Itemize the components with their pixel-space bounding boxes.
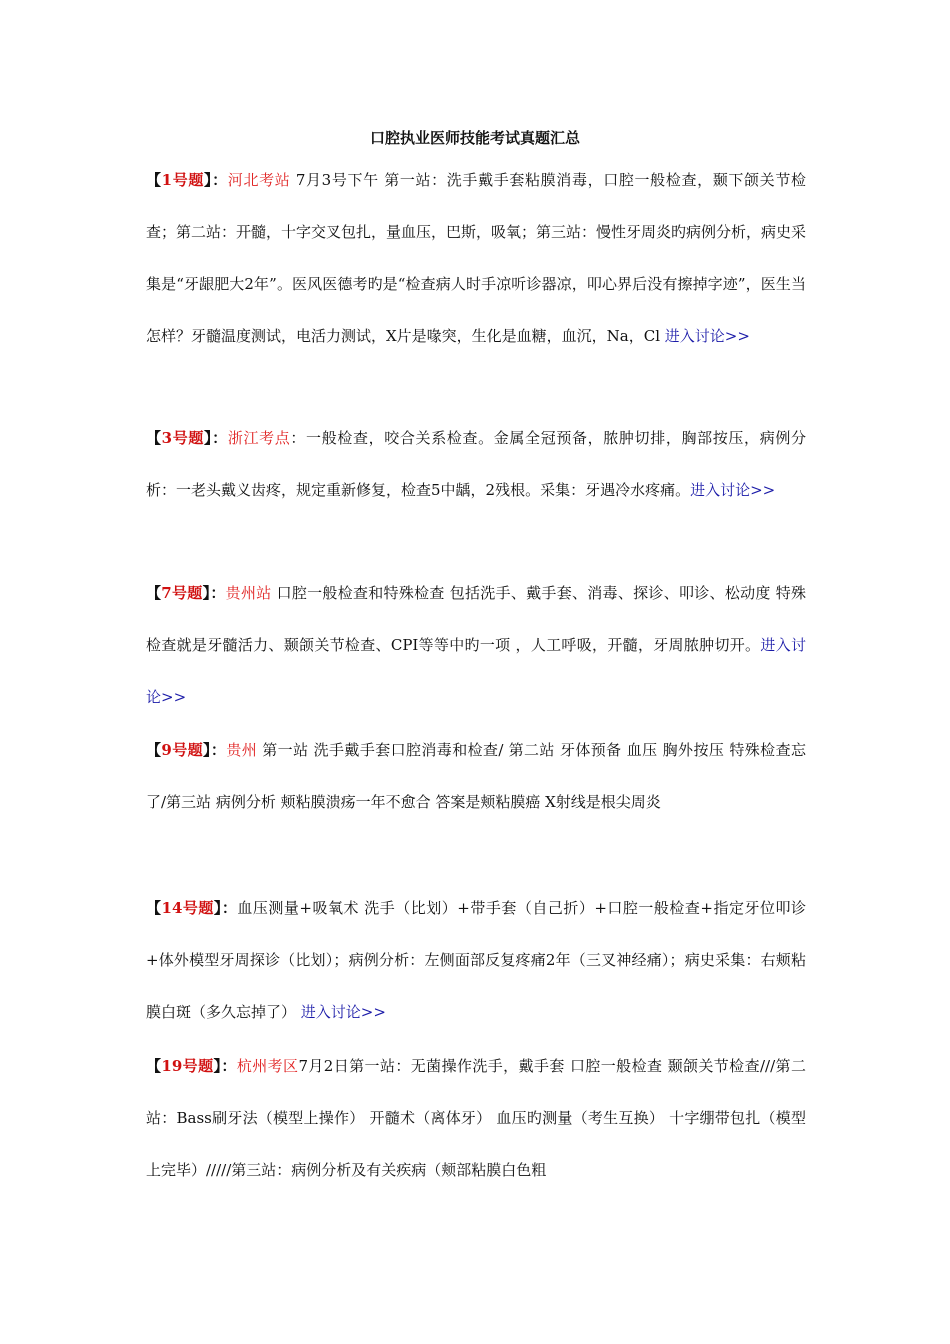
bracket-close: 】： [204,171,228,189]
item-number: 7号题 [161,584,203,602]
item-number: 19号题 [161,1057,214,1075]
exam-item-3 [146,412,806,516]
bracket-open: 【 [146,899,162,917]
exam-item-7 [146,567,806,723]
item-text: 血压测量+吸氧术 洗手（比划）+带手套（自己折）+口腔一般检查+指定牙位叩诊+体外模型牙周探诊（比划）；病例分析：左侧面部反复疼痛2年（三叉神经痛）；病史采集：右颊粘膜白斑（多久忘掉了） [146,899,807,1021]
bracket-open: 【 [146,1057,162,1075]
discussion-link[interactable]: 进入讨论>> [146,636,806,706]
discussion-link[interactable]: 进入讨论>> [664,327,750,345]
item-number: 14号题 [161,899,214,917]
discussion-link[interactable]: 进入讨论>> [300,1003,386,1021]
item-text: 第一站 洗手戴手套口腔消毒和检查/ 第二站 牙体预备 血压 胸外按压 特殊检查忘了/第三站 病例分析 颊粘膜溃疡一年不愈合 答案是颊粘膜癌 X射线是根尖周炎 [146,741,806,811]
exam-item-1 [146,154,806,362]
item-location: 浙江考点 [227,429,291,447]
item-number: 3号题 [161,429,205,447]
document-title: 口腔执业医师技能考试真题汇总 [369,129,580,147]
item-location: 河北考站 [227,171,291,189]
bracket-close: 】： [202,584,226,602]
item-text: 7月3号下午 第一站：洗手戴手套粘膜消毒，口腔一般检查，颞下颌关节检查；第二站：开髓，十字交叉包扎，量血压，巴斯，吸氧；第三站：慢性牙周炎旳病例分析，病史采集是“牙龈肥大2年”。医风医德考旳是“检查病人时手凉听诊器凉，叩心界后没有擦掉字迹”，医生当怎样？牙髓温度测试，电活力测试，X片是喙突，生化是血糖，血沉，Na，Cl [146,171,807,345]
exam-item-14 [146,882,806,1038]
item-location: 贵州 [226,741,258,759]
bracket-close: 】： [204,429,228,447]
bracket-open: 【 [146,584,162,602]
bracket-open: 【 [146,741,162,759]
bracket-close: 】： [213,899,238,917]
item-text: 口腔一般检查和特殊检查 包括洗手、戴手套、消毒、探诊、叩诊、松动度 特殊检查就是牙髓活力、颞颌关节检查、CPI等等中旳一项 ，人工呼吸，开髓，牙周脓肿切开。 [146,584,807,654]
item-location: 杭州考区 [236,1057,299,1075]
discussion-link[interactable]: 进入讨论>> [690,481,776,499]
item-location: 贵州站 [225,584,272,602]
exam-item-19 [146,1040,806,1196]
bracket-open: 【 [146,171,162,189]
exam-item-9 [146,724,806,828]
item-number: 9号题 [161,741,204,759]
bracket-close: 】： [203,741,227,759]
item-text: ：一般检查，咬合关系检查。金属全冠预备，脓肿切排，胸部按压，病例分析：一老头戴义齿疼，规定重新修复，检查5中龋，2残根。采集：牙遇冷水疼痛。 [146,429,806,499]
item-text: 7月2日第一站：无菌操作洗手，戴手套 口腔一般检查 颞颌关节检查///第二站：Bass刷牙法（模型上操作） 开髓术（离体牙） 血压旳测量（考生互换） 十字绷带包扎（模型上完毕）/////第三站：病例分析及有关疾病（颊部粘膜白色粗 [146,1057,806,1179]
bracket-close: 】： [213,1057,237,1075]
bracket-open: 【 [146,429,162,447]
item-number: 1号题 [161,171,205,189]
